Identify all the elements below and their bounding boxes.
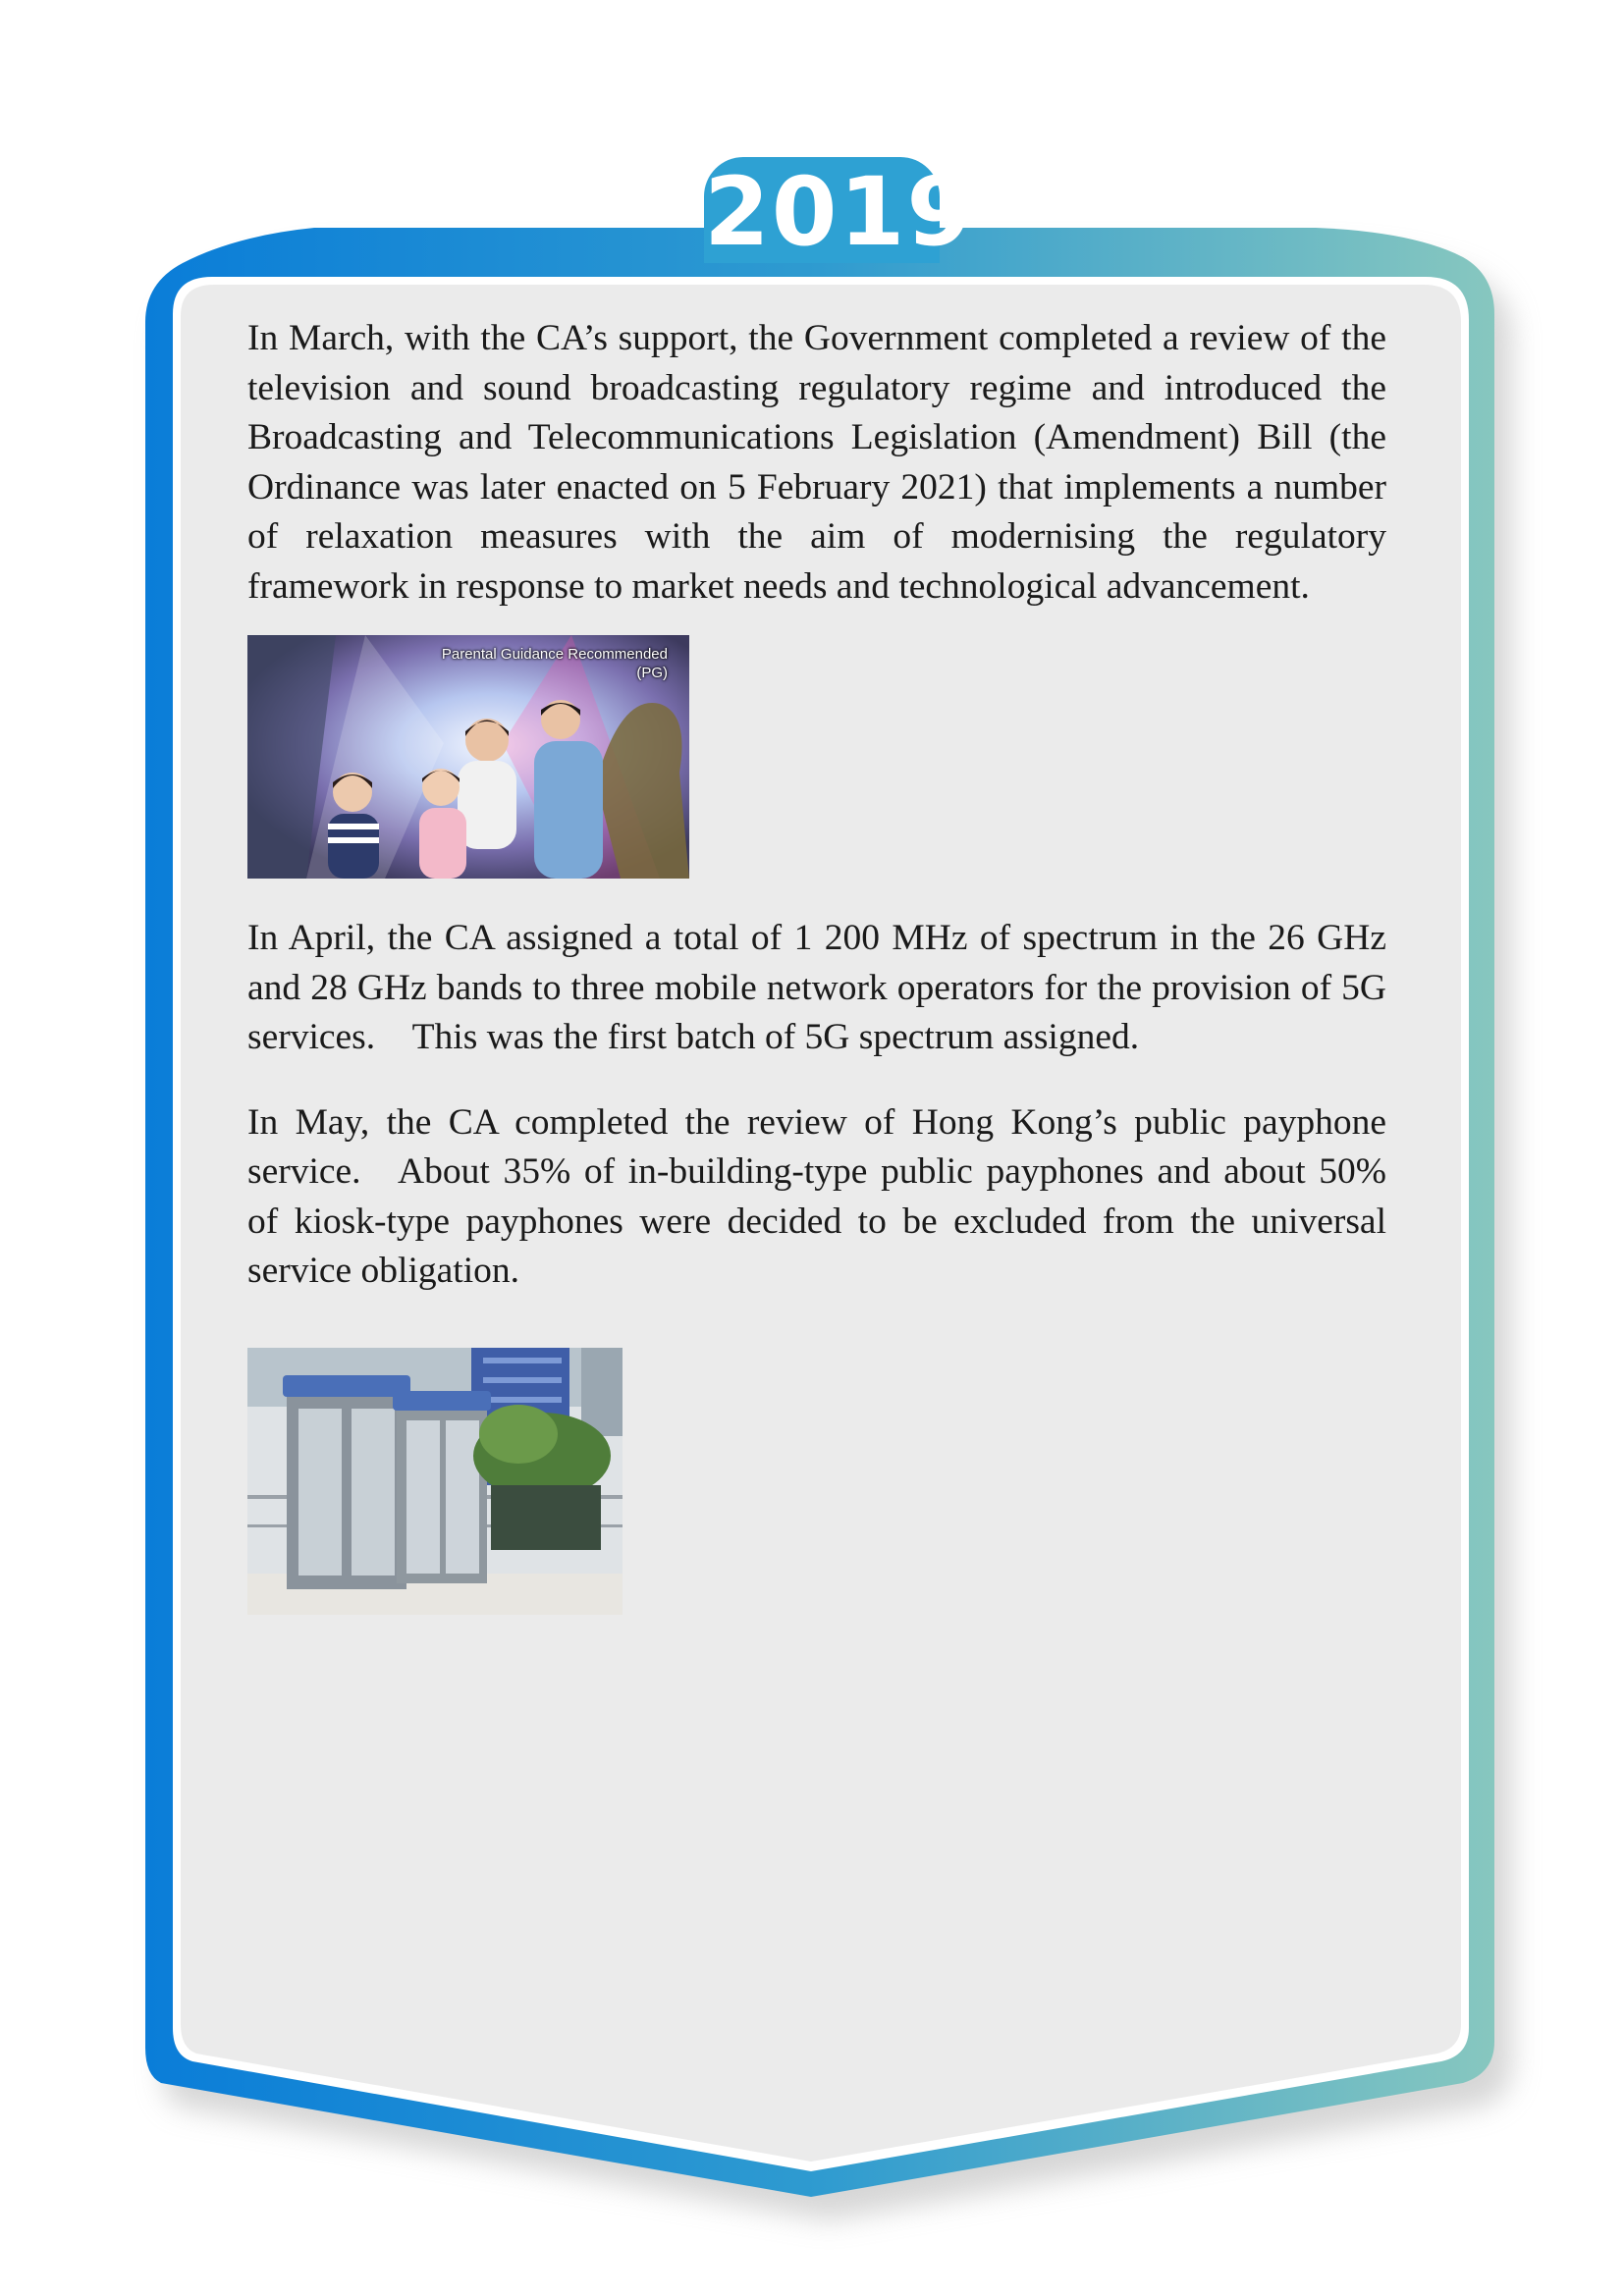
pg-label-line1: Parental Guidance Recommended [441,646,668,663]
paragraph-may: In May, the CA completed the review of Hong Kong’s public payphone service. About 35% of in-building-type public payphones and about 50% of kiosk-type payphones were decided to be excluded from the universal service obligation. [247,1101,1386,1291]
paragraph-march: In March, with the CA’s support, the Government completed a review of the television and sound broadcasting regulatory regime and introduced the Broadcasting and Telecommunications Legislation (Amendment) Bill (the Ordinance was later enacted on 5 February 2021) that implements a number of relaxation measures with the aim of modernising the regulatory framework in response to market needs and technological advancement. [247,318,1386,607]
paragraph-april: In April, the CA assigned a total of 1 200 MHz of spectrum in the 26 GHz and 28 GHz bands to three mobile network operators for the provision of 5G services. This was the first batch of 5G spectrum assigned. [247,918,1386,1057]
content-area [247,314,1386,1615]
pg-label-line2: (PG) [636,665,668,681]
payphone-photo-illustration [247,1348,623,1615]
payphone-kiosk-photo [247,1348,623,1615]
year-heading: 2019 [704,157,975,267]
tv-broadcast-photo [247,635,689,879]
parental-guidance-label [442,645,668,682]
